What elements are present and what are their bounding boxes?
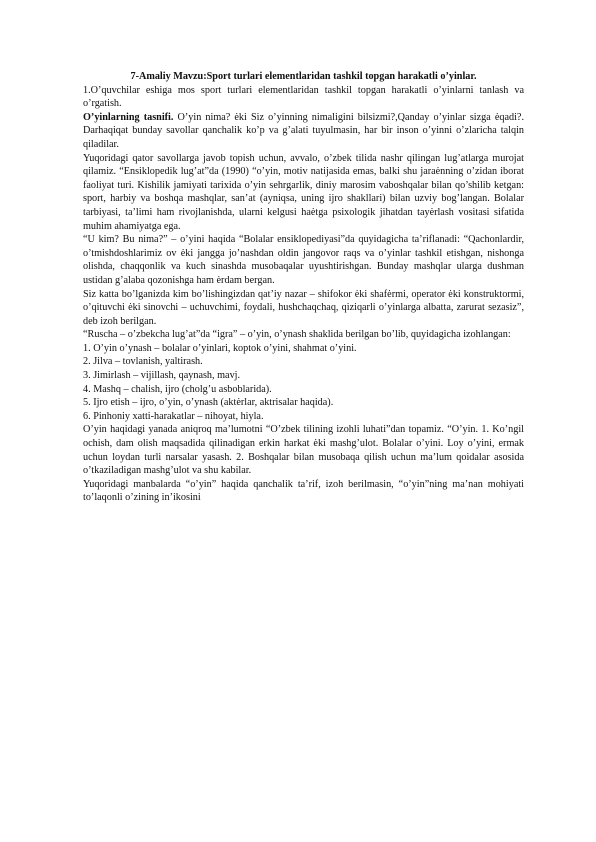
russian-dictionary-paragraph: “Ruscha – o’zbekcha lug’at”da “igra” – o’yin, o’ynash shaklida berilgan bo’lib, quyidagicha izohlangan: [83,329,511,341]
list-item: 6. Pinhoniy xatti-harakatlar – nihoyat, hiyla. [83,410,264,422]
list-item: 3. Jimirlash – vijillash, qaynash, mavj. [83,370,241,382]
classification-paragraph [83,111,524,152]
roles-paragraph: Siz katta bo’lganizda kim bo’lishingizdan qat’iy nazar – shifokor ėki shafėrmi, operator ėki konstruktormi, o’qituvchi ėki sinovchi – uchuvchimi, foydali, hushchaqchaq, qiziqarli o’yinlarga albatta, zarurat sezasiz”, deb izoh berilgan. [83,288,524,327]
document-title: 7-Amaliy Mavzu:Sport turlari elementlaridan tashkil topgan harakatli o’yinlar. [130,71,477,82]
children-encyclopedia-paragraph: “U kim? Bu nima?” – o’yini haqida “Bolalar ensiklopediyasi”da quyidagicha ta’riflanadi: “Qachonlardir, o’tmishdoshlarimiz ov ėki jangga jo’nashdan oldin jangovor raqs va o’yinlar tashkil etishgan, nishonga olishda, chaqqonlik va kuch sinashda musobaqalar uyushtirishgan. Bunday mashqlar ularga dushman ustidan g’alaba qozonishga ham ėrdam bergan. [83,234,524,286]
task-paragraph: 1.O’quvchilar eshiga mos sport turlari elementlaridan tashkil topgan harakatli o’yinlarni tanlash va o’rgatish. [83,84,524,110]
document-page [83,70,524,505]
list-item: 5. Ijro etish – ijro, o’yin, o’ynash (aktėrlar, aktrisalar haqida). [83,397,334,409]
classification-text: O’yin nima? ėki Siz o’yinning nimaligini bilsizmi?,Qanday o’yinlar sizga ėqadi?. Darhaqiqat bunday savollar qanchalik ko’p va g’alati tuyulmasin, har bir inson o’yinni o’zlaricha talqin qiladilar. [83,111,524,150]
conclusion-paragraph: Yuqoridagi manbalarda “o’yin” haqida qanchalik ta’rif, izoh berilmasin, “o’yin”ning ma’nan mohiyati to’laqonli o’zining in’ikosini [83,478,524,504]
list-item: 2. Jilva – tovlanish, yaltirash. [83,356,203,368]
classification-heading: O’yinlarning tasnifi. [83,111,174,123]
encyclopedia-paragraph: Yuqoridagi qator savollarga javob topish uchun, avvalo, o’zbek tilida nashr qilingan lug’atlarga murojat qilamiz. “Ensiklopedik lug’at”da (1990) “o’yin, motiv natijasida emas, balki shu jaraėnning o’zidan iborat faoliyat turi. Kishilik jamiyati tarixida o’yin sehrgarlik, diniy marosim vaboshqalar bilan qo’shilib ketgan: sport, harbiy va boshqa mashqlar, san’at (ayniqsa, uning ijro shakllari) bilan uzviy bog’langan. Bolalar tarbiyasi, ta’limi ham rivojlanishda, ularni kelgusi haėtga psixologik jihatdan tayėrlash vositasi sifatida muhim ahamiyatga ega. [83,152,524,232]
dictionary-paragraph: O’yin haqidagi yanada aniqroq ma’lumotni “O’zbek tilining izohli luhati”dan topamiz. “O’yin. 1. Ko’ngil ochish, dam olish maqsadida qilinadigan erkin harkat ėki mashg’ulot. Bolalar o’yini. Loy o’yini, ermak uchun loydan turli narsalar yasash. 2. Boshqalar bilan musobaqa qilish uchun ma’lum qoidalar asosida o’tkaziladigan mashg’ulot va shu kabilar. [83,424,524,477]
list-item: 1. O’yin o’ynash – bolalar o’yinlari, koptok o’yini, shahmat o’yini. [83,342,357,354]
list-item: 4. Mashq – chalish, ijro (cholg’u asboblarida). [83,383,272,395]
